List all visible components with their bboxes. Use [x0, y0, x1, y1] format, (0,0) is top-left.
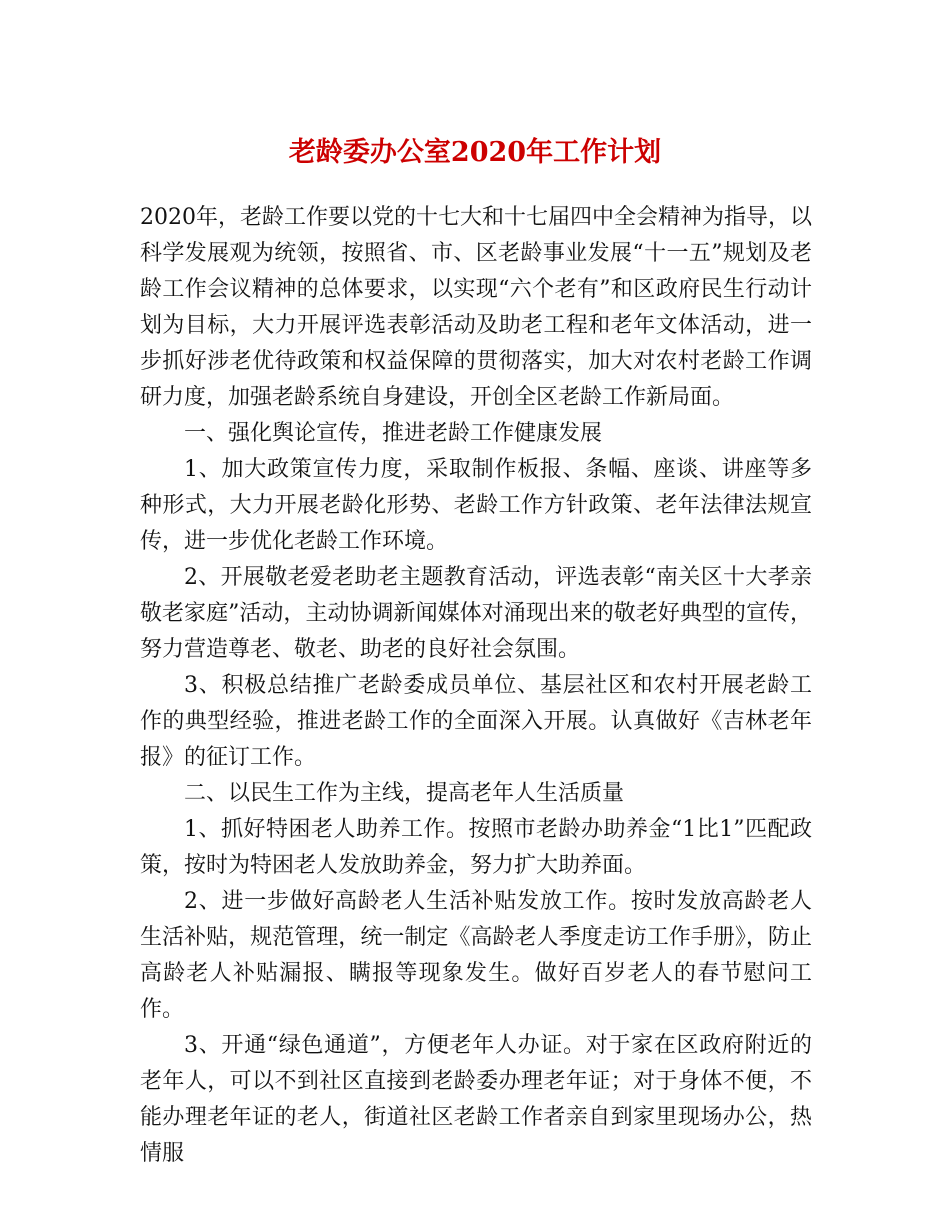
document-body — [140, 200, 812, 1172]
intro-paragraph: 2020年，老龄工作要以党的十七大和十七届四中全会精神为指导，以科学发展观为统领，按照省、市、区老龄事业发展“十一五”规划及老龄工作会议精神的总体要求，以实现“六个老有”和区政府民生行动计划为目标，大力开展评选表彰活动及助老工程和老年文体活动，进一步抓好涉老优待政策和权益保障的贯彻落实，加大对农村老龄工作调研力度，加强老龄系统自身建设，开创全区老龄工作新局面。 — [140, 205, 812, 410]
paragraph-2-2: 2、进一步做好高龄老人生活补贴发放工作。按时发放高龄老人生活补贴，规范管理，统一制定《高龄老人季度走访工作手册》，防止高龄老人补贴漏报、瞒报等现象发生。做好百岁老人的春节慰问工作。 — [140, 889, 812, 1022]
section-heading-2: 二、以民生工作为主线，提高老年人生活质量 — [184, 781, 625, 806]
section-heading-1: 一、强化舆论宣传，推进老龄工作健康发展 — [184, 421, 603, 446]
document-title: 老龄委办公室2020年工作计划 — [288, 137, 662, 168]
paragraph-1-2: 2、开展敬老爱老助老主题教育活动，评选表彰“南关区十大孝亲敬老家庭”活动，主动协调新闻媒体对涌现出来的敬老好典型的宣传，努力营造尊老、敬老、助老的良好社会氛围。 — [140, 565, 812, 662]
paragraph-1-3: 3、积极总结推广老龄委成员单位、基层社区和农村开展老龄工作的典型经验，推进老龄工作的全面深入开展。认真做好《吉林老年报》的征订工作。 — [140, 673, 812, 770]
paragraph-2-1: 1、抓好特困老人助养工作。按照市老龄办助养金“1比1”匹配政策，按时为特困老人发放助养金，努力扩大助养面。 — [140, 817, 812, 878]
paragraph-2-3: 3、开通“绿色通道”，方便老年人办证。对于家在区政府附近的老年人，可以不到社区直接到老龄委办理老年证；对于身体不便，不能办理老年证的老人，街道社区老龄工作者亲自到家里现场办公，热情服 — [140, 1033, 812, 1166]
paragraph-1-1: 1、加大政策宣传力度，采取制作板报、条幅、座谈、讲座等多种形式，大力开展老龄化形势、老龄工作方针政策、老年法律法规宣传，进一步优化老龄工作环境。 — [140, 457, 812, 554]
